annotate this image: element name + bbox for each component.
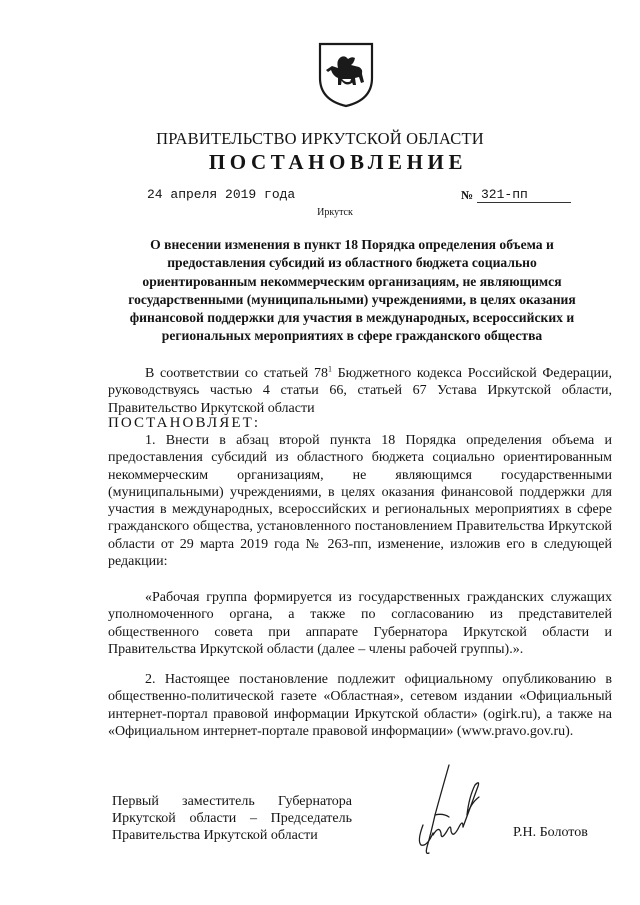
city: Иркутск — [317, 207, 353, 218]
government-name: ПРАВИТЕЛЬСТВО ИРКУТСКОЙ ОБЛАСТИ — [156, 129, 484, 148]
resolves-heading: ПОСТАНОВЛЯЕТ: — [108, 415, 261, 431]
intro-text-start: В соответствии со статьей 78 — [145, 366, 328, 381]
signer-position — [112, 793, 352, 844]
document-number: 321-пп — [477, 187, 571, 203]
handwritten-signature-icon — [405, 763, 505, 863]
document-title: О внесении изменения в пункт 18 Порядка определения объема и предоставления субсидий из областного бюджета социально ориентированным некоммерческим организациям, не являющимся государственными (муниципальными) учреждениями, в целях оказания финансовой поддержки для участия в международных, всероссийских и региональных мероприятиях в сфере гражданского общества — [128, 237, 576, 344]
number-label: № — [461, 188, 474, 202]
coat-of-arms-icon — [318, 42, 374, 108]
item-1-paragraph: 1. Внести в абзац второй пункта 18 Порядка определения объема и предоставления субсидий из областного бюджета социально ориентированным некоммерческим организациям, не являющимся государственными (муниципальными) учреждениями, в целях оказания финансовой поддержки для участия в международных, всероссийских и региональных мероприятиях в сфере гражданского общества, установленного постановлением Правительства Иркутской области от 29 марта 2019 года № 263-пп, изменение, изложив его в следующей редакции: — [108, 433, 612, 570]
intro-text-end: Бюджетного кодекса Российской Федерации, руководствуясь частью 4 статьи 66, статьей 67 Устава Иркутской области, Правительство Иркутской области — [108, 366, 612, 416]
article-superscript: 1 — [327, 364, 332, 374]
document-type: ПОСТАНОВЛЕНИЕ — [208, 150, 468, 174]
intro-paragraph — [108, 365, 612, 417]
item-2-paragraph: 2. Настоящее постановление подлежит официальному опубликованию в общественно-политической газете «Областная», сетевом издании «Официальный интернет-портал правовой информации Иркутской области» (ogirk.ru), а также на «Официальном интернет-портале правовой информации» (www.pravo.gov.ru). — [108, 672, 612, 739]
signer-position-line-1: Первый заместитель Губернатора — [112, 794, 352, 809]
signer-position-line-3: Правительства Иркутской области — [112, 828, 318, 843]
quote-paragraph: «Рабочая группа формируется из государственных гражданских служащих уполномоченного органа, а также по согласованию из представителей общественного совета при аппарате Губернатора Иркутской области и Правительства Иркутской области (далее – члены рабочей группы).». — [108, 590, 612, 657]
signer-name: Р.Н. Болотов — [513, 825, 588, 840]
document-date: 24 апреля 2019 года — [147, 187, 296, 202]
signer-position-line-2: Иркутской области – Председатель — [112, 811, 352, 826]
